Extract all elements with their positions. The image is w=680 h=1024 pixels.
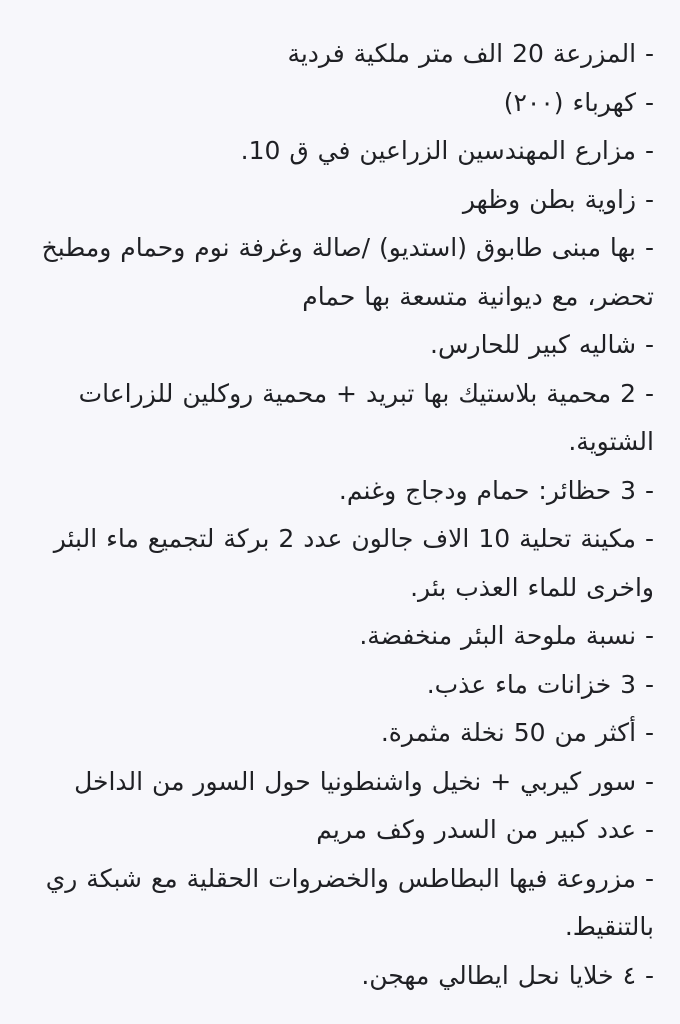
farm-feature-list bbox=[28, 30, 654, 1000]
list-item-crops: - مزروعة فيها البطاطس والخضروات الحقلية مع شبكة ري بالتنقيط. bbox=[45, 863, 654, 941]
list-item-farm-size: - المزرعة 20 الف متر ملكية فردية bbox=[287, 39, 654, 68]
list-item-fence: - سور كيربي + نخيل واشنطونيا حول السور من الداخل bbox=[74, 766, 654, 796]
list-item-sidr-trees: - عدد كبير من السدر وكف مريم bbox=[316, 815, 654, 844]
list-item-location: - مزارع المهندسين الزراعين في ق 10. bbox=[240, 136, 654, 165]
list-item-studio-building: - بها مبنى طابوق (استديو) /صالة وغرفة نوم وحمام ومطبخ تحضر، مع ديوانية متسعة بها حمام bbox=[41, 233, 654, 311]
list-item-water-tanks: - 3 خزانات ماء عذب. bbox=[426, 669, 654, 699]
list-item-palm-trees: - أكثر من 50 نخلة مثمرة. bbox=[380, 718, 654, 747]
list-item-animal-pens: - 3 حظائر: حمام ودجاج وغنم. bbox=[338, 475, 654, 505]
list-item-greenhouses: - 2 محمية بلاستيك بها تبريد + محمية روكلين للزراعات الشتوية. bbox=[78, 378, 654, 456]
list-item-bee-hives: - ٤ خلايا نحل ايطالي مهجن. bbox=[361, 960, 654, 990]
list-item-electricity: - كهرباء (٢٠٠) bbox=[503, 87, 654, 117]
list-item-desalination: - مكينة تحلية 10 الاف جالون عدد 2 بركة لتجميع ماء البئر واخرى للماء العذب بئر. bbox=[53, 524, 654, 602]
list-item-well-salinity: - نسبة ملوحة البئر منخفضة. bbox=[359, 621, 654, 650]
list-item-corner-plot: - زاوية بطن وظهر bbox=[462, 184, 654, 214]
list-item-guard-chalet: - شاليه كبير للحارس. bbox=[430, 330, 654, 359]
